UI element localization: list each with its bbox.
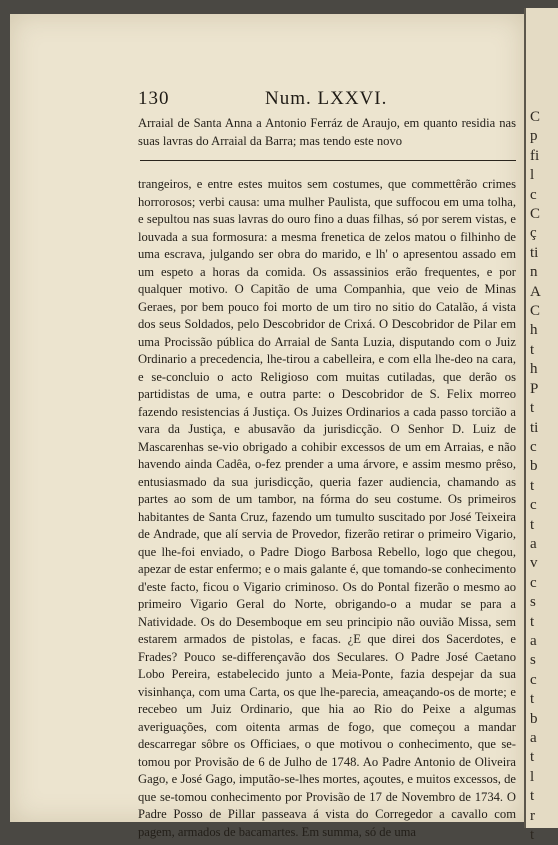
intro-text: Arraial de Santa Anna a Antonio Ferráz de Araujo, em quanto residia nas suas lavras do Arraial da Barra; mas tendo este novo [138, 116, 516, 148]
book-page [10, 14, 524, 839]
running-head [138, 84, 518, 110]
intro-paragraph [138, 115, 516, 150]
section-divider [140, 160, 516, 161]
next-page-fragments: C p fi l c C ç ti n A C h t h P t ti c b t c t a v c s t a s c t b a t l t r t [530, 109, 541, 844]
body-text [138, 176, 516, 841]
body-paragraph: trangeiros, e entre estes muitos sem costumes, que commettêrão crimes horrorosos; verbi causa: uma mulher Paulista, que suffocou em uma tolha, e sepultou nas suas lavras do ouro fino a duas filhas, só por serem vistas, e louvada a sua formosura: a mesma frenetica de zelos matou o filhinho de uma escrava, julgando ser obra do marido, e lh' o apresentou assado em um espeto a horas da comida. Os assassinios erão frequentes, e por qualquer motivo. O Capitão de uma Companhia, que veio de Minas Geraes, por bem pouco foi morto de um tiro no sitio do Catalão, á vista dos seus Soldados, pelo Descobridor de Crixá. O Descobridor de Pilar em uma Procissão pública do Arraial de Santa Luzia, disputando com o Juiz Ordinario a precedencia, lhe-tirou a cabelleira, e com ella lhe-deo na cara, e se-concluio o acto Religioso com muitas cutiladas, que derão os partidistas de uma, e outra parte: o Descobridor de S. Felix morreo fazendo resistencias á Justiça. Os Juizes Ordinarios a cada passo torcião a vara da Justiça, e abusavão da jurisdicção. O Senhor D. Luiz de Mascarenhas se-vio obrigado a cohibir excessos de um em Arraias, e não havendo ainda Cadêa, o-fez prender a uma árvore, e assim mesmo prêso, entusiasmado da sua jurisdicção, queria fazer audiencia, chamando as partes ao som de um tambor, na fórma do seu costume. Os primeiros habitantes de Santa Cruz, fazendo um tumulto suscitado por José Teixeira de Andrade, que alí servia de Provedor, fizerão retirar o primeiro Vigario, que lhe-foi enviado, o Padre Diogo Barbosa Rebello, logo que chegou, apezar de estar enfermo; e o mais galante é, que tomando-se conhecimento d'este facto, ficou o Vigario criminoso. Os do Pontal fizerão o mesmo ao primeiro Vigario Geral do Norte, obrigando-o a mudar se para a Natividade. Os do Desemboque em seu principio não ouvião Missa, sem estarem armados de pistolas, e facas. ¿E que direi dos Sacerdotes, e Frades? Pouco se-differençavão dos Seculares. O Padre José Caetano Lobo Pereira, estabelecido junto a Meia-Ponte, fazia despejar da sua visinhança, com uma Carta, os que lhe-parecia, ameaçando-os de morte; e recebeo um Juiz Ordinario, que hia ao Rio do Peixe a algumas averiguações, com oitenta armas de fogo, que começou a mandar descarregar sôbre os Officiaes, o que motivou o conhecimento, que se-tomou por Provisão de 6 de Julho de 1748. Ao Padre Antonio de Oliveira Gago, e José Gago, imputão-se-lhes mortes, açoutes, e muitos excessos, de que se-tomou conhecimento por Provisão de 17 de Novembro de 1734. O Padre Posso de Pillar passeava á vista do Corregedor a cavallo com pagem, armados de bacamartes. Em summa, só de uma [138, 177, 516, 839]
issue-title: Num. LXXVI. [265, 88, 388, 109]
page-number: 130 [138, 88, 170, 109]
next-page-edge [524, 8, 558, 844]
